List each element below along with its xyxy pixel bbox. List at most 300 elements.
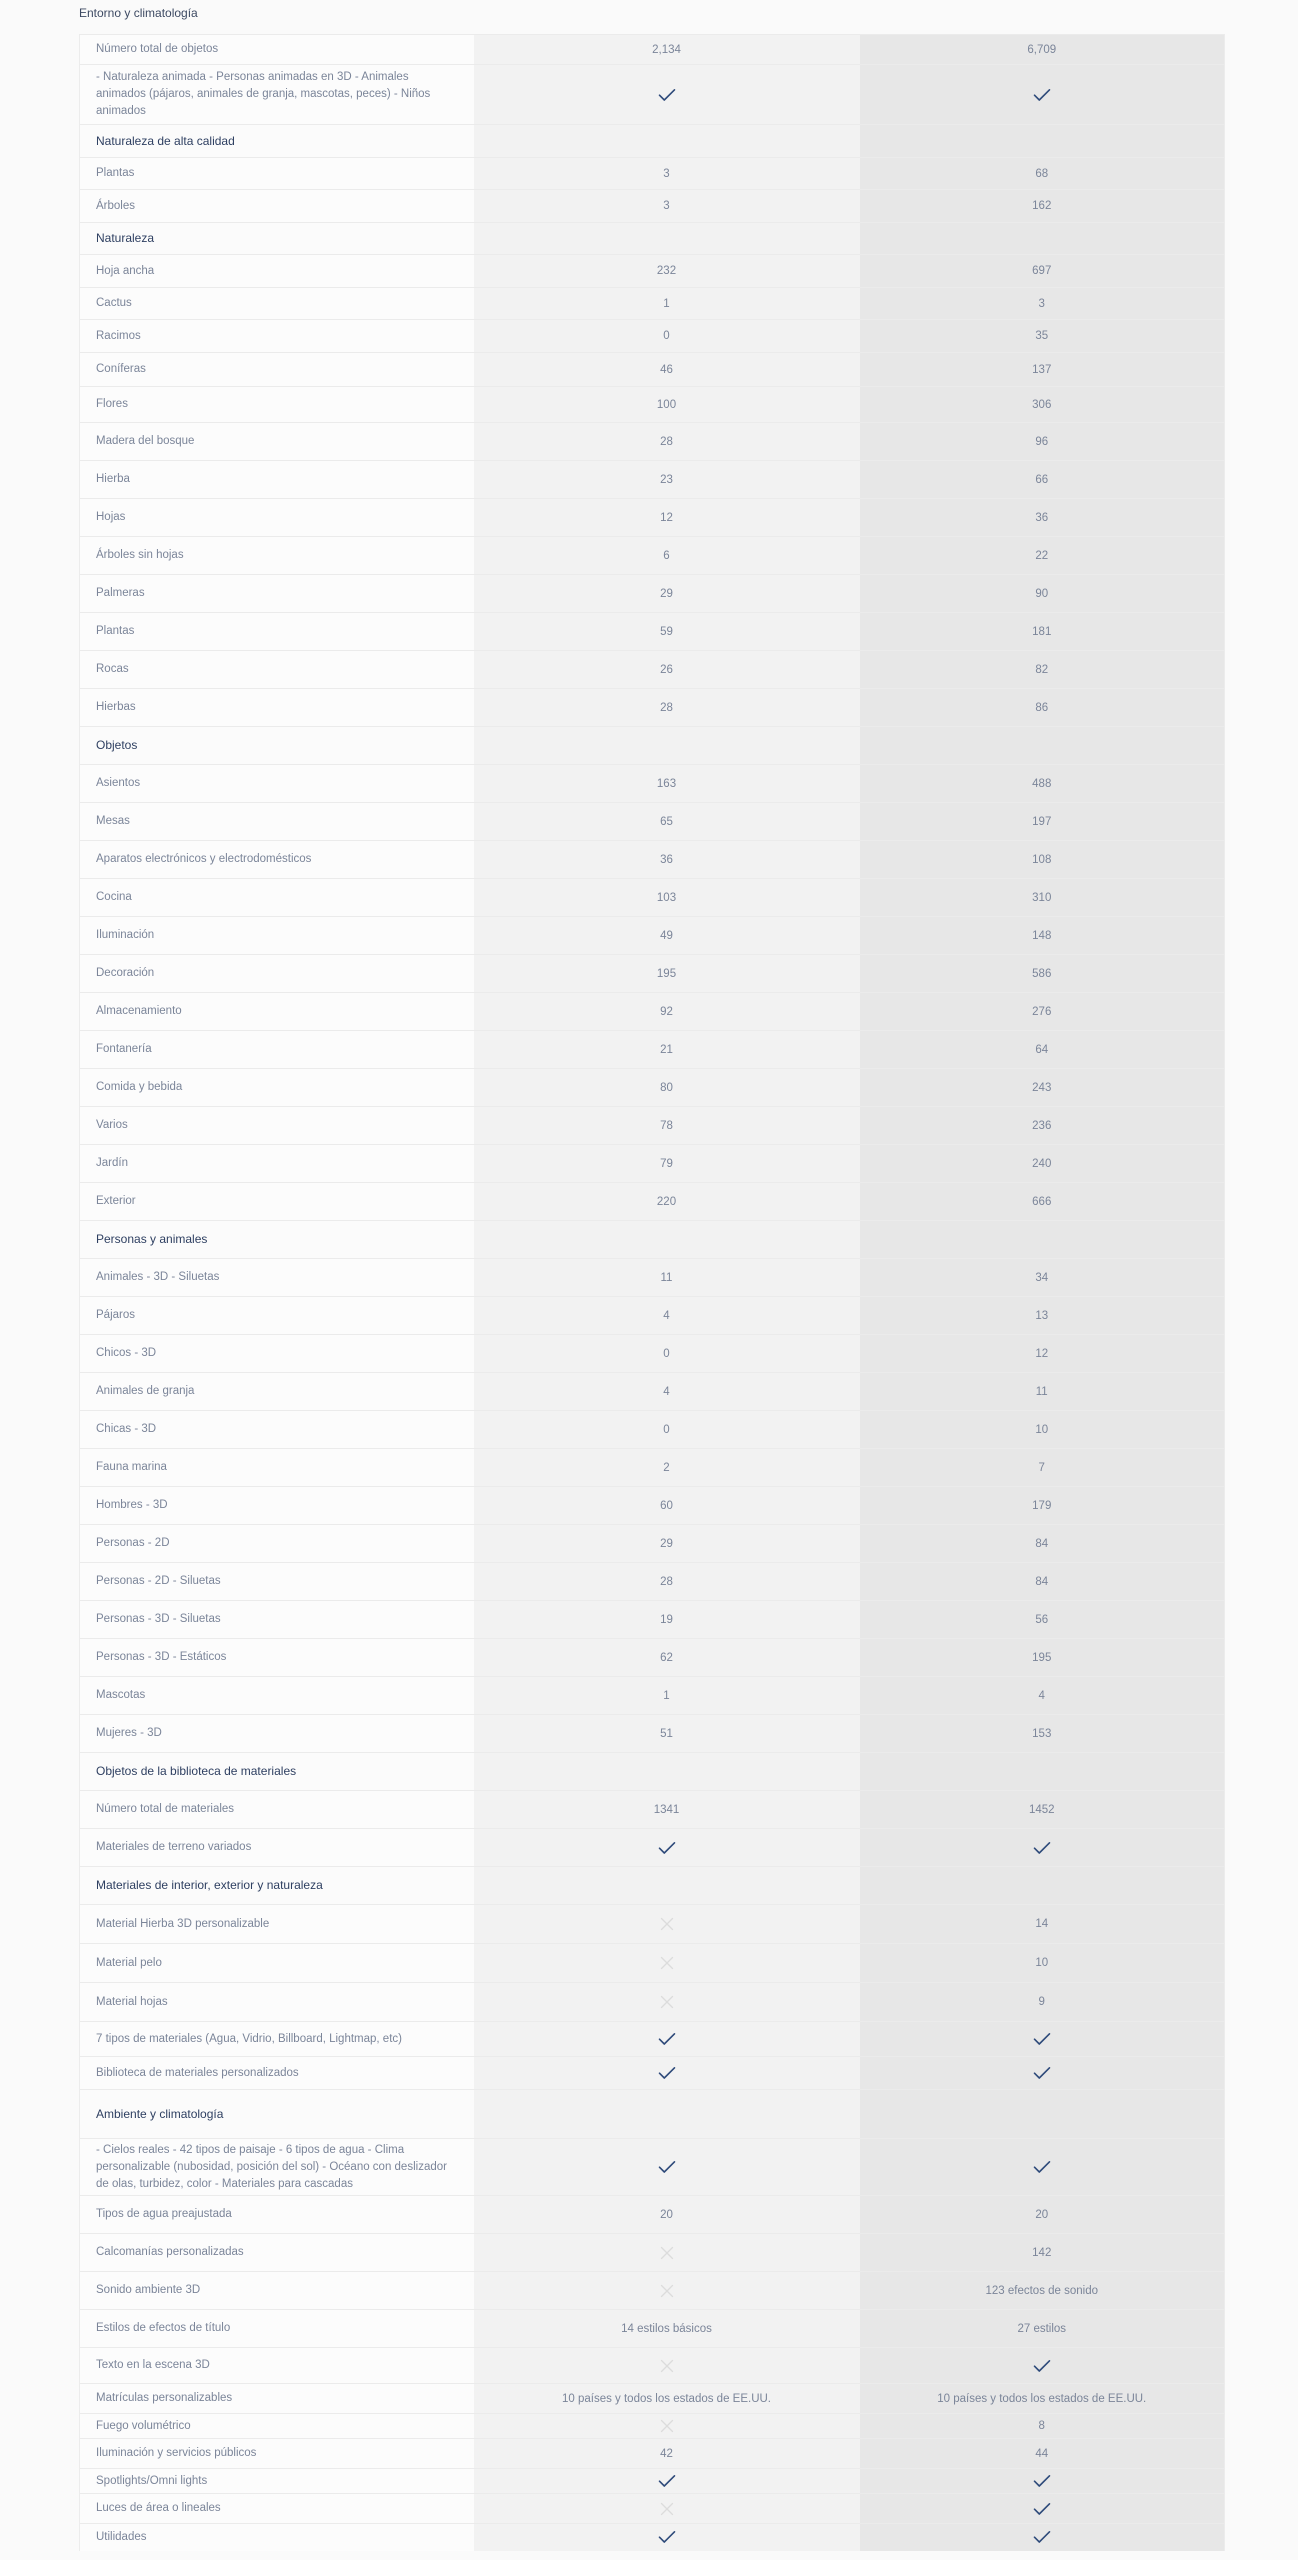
plan-b-cell [860, 499, 1225, 537]
row-label: Exterior [80, 1183, 474, 1221]
row-label: Personas - 2D [80, 1525, 474, 1563]
plan-a-cell [474, 1031, 860, 1069]
table-row [80, 1259, 1225, 1297]
row-label: Personas - 3D - Estáticos [80, 1639, 474, 1677]
row-label: Árboles [80, 190, 474, 223]
cell-value: 44 [1035, 2447, 1049, 2460]
row-label: Aparatos electrónicos y electrodomésticos [80, 841, 474, 879]
plan-b-cell [860, 651, 1225, 689]
plan-a-cell [474, 1563, 860, 1601]
plan-b-cell [860, 537, 1225, 575]
cell-value: 2,134 [652, 43, 681, 56]
table-row [80, 1563, 1225, 1601]
cell-value: 62 [660, 1651, 673, 1664]
plan-a-cell [474, 1297, 860, 1335]
plan-b-cell [860, 2439, 1225, 2469]
row-label: Chicas - 3D [80, 1411, 474, 1449]
table-row [80, 917, 1225, 955]
table-row [80, 190, 1225, 223]
plan-b-cell [860, 1259, 1225, 1297]
table-row [80, 499, 1225, 537]
section-header-row [80, 727, 1225, 765]
cell-value: 3 [663, 167, 670, 180]
cell-value: 19 [660, 1613, 673, 1626]
plan-b-cell [860, 1601, 1225, 1639]
row-label: Sonido ambiente 3D [80, 2272, 474, 2310]
cell-value: 10 [1035, 1423, 1049, 1436]
check-icon [658, 2160, 676, 2174]
row-label: Pájaros [80, 1297, 474, 1335]
check-icon [1033, 1841, 1051, 1855]
check-icon [658, 2474, 676, 2488]
row-label: Madera del bosque [80, 423, 474, 461]
check-icon [658, 1841, 676, 1855]
cell-value: 195 [1032, 1651, 1052, 1664]
plan-a-cell [474, 35, 860, 65]
plan-b-cell [860, 158, 1225, 190]
plan-b-cell [860, 2310, 1225, 2348]
table-row [80, 2384, 1225, 2414]
cross-icon [660, 1995, 674, 2009]
cell-value: 65 [660, 815, 673, 828]
cell-value: 66 [1035, 473, 1049, 486]
plan-b-cell [860, 1525, 1225, 1563]
row-label: Chicos - 3D [80, 1335, 474, 1373]
table-row [80, 575, 1225, 613]
cell-value: 137 [1032, 363, 1052, 376]
plan-b-cell [860, 1183, 1225, 1221]
plan-a-cell [474, 1221, 860, 1259]
cell-value: 28 [660, 1575, 673, 1588]
table-row [80, 1905, 1225, 1944]
plan-a-cell [474, 2272, 860, 2310]
section-heading: Objetos de la biblioteca de materiales [80, 1753, 474, 1791]
row-label: Tipos de agua preajustada [80, 2196, 474, 2234]
plan-a-cell [474, 461, 860, 499]
plan-a-cell [474, 1791, 860, 1829]
table-row [80, 2348, 1225, 2384]
cell-value: 29 [660, 587, 673, 600]
table-row [80, 1107, 1225, 1145]
cell-value: 179 [1032, 1499, 1052, 1512]
plan-a-cell [474, 727, 860, 765]
cell-value: 4 [663, 1385, 670, 1398]
section-heading: Ambiente y climatología [80, 2090, 474, 2139]
plan-a-cell [474, 255, 860, 288]
cell-value: 84 [1035, 1537, 1049, 1550]
cell-value: 35 [1035, 330, 1049, 342]
table-row [80, 613, 1225, 651]
row-label: 7 tipos de materiales (Agua, Vidrio, Billboard, Lightmap, etc) [80, 2022, 474, 2057]
table-row [80, 803, 1225, 841]
cell-value: 42 [660, 2447, 673, 2460]
row-label: Iluminación y servicios públicos [80, 2439, 474, 2469]
plan-b-cell [860, 613, 1225, 651]
section-header-row [80, 1753, 1225, 1791]
plan-a-cell [474, 1525, 860, 1563]
plan-b-cell [860, 2494, 1225, 2524]
plan-b-cell [860, 1563, 1225, 1601]
section-heading: Naturaleza de alta calidad [80, 125, 474, 158]
row-label: Texto en la escena 3D [80, 2348, 474, 2384]
plan-a-cell [474, 651, 860, 689]
table-row [80, 537, 1225, 575]
plan-b-cell [860, 190, 1225, 223]
table-row [80, 1715, 1225, 1753]
plan-a-cell [474, 917, 860, 955]
plan-a-cell [474, 2348, 860, 2384]
plan-b-cell [860, 575, 1225, 613]
table-row [80, 2439, 1225, 2469]
plan-b-cell [860, 223, 1225, 255]
row-label: Flores [80, 387, 474, 423]
cell-value: 28 [660, 435, 673, 448]
cell-value: 21 [660, 1043, 673, 1056]
cell-value: 28 [660, 701, 673, 714]
cell-value: 90 [1035, 587, 1049, 600]
cell-value: 6 [663, 549, 670, 562]
plan-b-cell [860, 1031, 1225, 1069]
row-label: Coníferas [80, 353, 474, 387]
plan-b-cell [860, 2524, 1225, 2551]
row-label: Hojas [80, 499, 474, 537]
plan-a-cell [474, 2057, 860, 2090]
table-row [80, 1449, 1225, 1487]
cell-value: 9 [1038, 1996, 1045, 2008]
row-label: Calcomanías personalizadas [80, 2234, 474, 2272]
plan-b-cell [860, 2057, 1225, 2090]
table-row [80, 2310, 1225, 2348]
row-label: Animales de granja [80, 1373, 474, 1411]
row-label: Asientos [80, 765, 474, 803]
plan-b-cell [860, 727, 1225, 765]
section-header-row [80, 223, 1225, 255]
table-row [80, 1031, 1225, 1069]
plan-a-cell [474, 1259, 860, 1297]
plan-b-cell [860, 955, 1225, 993]
row-label: Mujeres - 3D [80, 1715, 474, 1753]
cell-value: 1452 [1028, 1803, 1055, 1816]
cell-value: 26 [660, 663, 673, 676]
cell-value: 100 [656, 398, 677, 411]
plan-a-cell [474, 190, 860, 223]
cell-value: 10 [1035, 1957, 1049, 1969]
cell-value: 1 [663, 1689, 670, 1702]
plan-b-cell [860, 1715, 1225, 1753]
section-heading: Naturaleza [80, 223, 474, 255]
table-row [80, 35, 1225, 65]
section-header-row [80, 125, 1225, 158]
plan-a-cell [474, 2494, 860, 2524]
cell-value: 162 [1032, 200, 1052, 212]
plan-a-cell [474, 1411, 860, 1449]
row-label: - Naturaleza animada - Personas animadas en 3D - Animales animados (pájaros, animales de granja, mascotas, peces) - Niños animados [80, 65, 474, 125]
plan-a-cell [474, 1983, 860, 2022]
plan-b-cell [860, 288, 1225, 320]
table-row [80, 1829, 1225, 1867]
row-label: Fuego volumétrico [80, 2414, 474, 2439]
row-label: Personas - 2D - Siluetas [80, 1563, 474, 1601]
plan-a-cell [474, 499, 860, 537]
plan-b-cell [860, 255, 1225, 288]
plan-a-cell [474, 353, 860, 387]
plan-b-cell [860, 387, 1225, 423]
plan-a-cell [474, 1183, 860, 1221]
plan-b-cell [860, 35, 1225, 65]
plan-b-cell [860, 461, 1225, 499]
cell-value: 4 [1038, 1689, 1045, 1702]
table-row [80, 423, 1225, 461]
row-label: Palmeras [80, 575, 474, 613]
cell-value: 20 [660, 2208, 673, 2221]
cell-value: 34 [1035, 1271, 1049, 1284]
cell-value: 13 [1035, 1309, 1049, 1322]
plan-a-cell [474, 1905, 860, 1944]
cell-value: 0 [663, 1347, 670, 1360]
row-label: Biblioteca de materiales personalizados [80, 2057, 474, 2090]
plan-a-cell [474, 879, 860, 917]
row-label: Hoja ancha [80, 255, 474, 288]
row-label: Árboles sin hojas [80, 537, 474, 575]
plan-b-cell [860, 1905, 1225, 1944]
table-row [80, 1145, 1225, 1183]
table-row [80, 651, 1225, 689]
row-label: Personas - 3D - Siluetas [80, 1601, 474, 1639]
section-heading: Materiales de interior, exterior y naturaleza [80, 1867, 474, 1905]
cross-icon [660, 2246, 674, 2260]
table-row [80, 65, 1225, 125]
check-icon [658, 2530, 676, 2544]
table-row [80, 2022, 1225, 2057]
cell-value: 12 [1035, 1347, 1049, 1360]
table-row [80, 2272, 1225, 2310]
row-label: Material pelo [80, 1944, 474, 1983]
row-label: Iluminación [80, 917, 474, 955]
table-row [80, 461, 1225, 499]
row-label: Jardín [80, 1145, 474, 1183]
plan-a-cell [474, 2090, 860, 2139]
plan-a-cell [474, 1069, 860, 1107]
cell-value: 0 [663, 330, 670, 342]
plan-b-cell [860, 125, 1225, 158]
table-row [80, 1487, 1225, 1525]
plan-b-cell [860, 1449, 1225, 1487]
plan-a-cell [474, 2310, 860, 2348]
row-label: Hierbas [80, 689, 474, 727]
cell-value: 51 [660, 1727, 673, 1740]
plan-b-cell [860, 2139, 1225, 2196]
check-icon [1033, 2502, 1051, 2516]
plan-b-cell [860, 2469, 1225, 2494]
plan-b-cell [860, 689, 1225, 727]
table-row [80, 2469, 1225, 2494]
plan-a-cell [474, 1639, 860, 1677]
table-row [80, 2057, 1225, 2090]
plan-a-cell [474, 2234, 860, 2272]
plan-a-cell [474, 2414, 860, 2439]
row-label: Hierba [80, 461, 474, 499]
plan-a-cell [474, 1335, 860, 1373]
row-label: Mascotas [80, 1677, 474, 1715]
plan-b-cell [860, 353, 1225, 387]
table-row [80, 288, 1225, 320]
plan-b-cell [860, 2196, 1225, 2234]
cell-value: 14 estilos básicos [621, 2322, 712, 2335]
comparison-table-body [80, 35, 1225, 2551]
row-label: Material hojas [80, 1983, 474, 2022]
cell-value: 153 [1032, 1727, 1052, 1740]
plan-a-cell [474, 423, 860, 461]
cell-value: 1341 [653, 1803, 680, 1816]
plan-a-cell [474, 1867, 860, 1905]
table-row [80, 1183, 1225, 1221]
plan-a-cell [474, 537, 860, 575]
section-header-row [80, 1867, 1225, 1905]
plan-b-cell [860, 2384, 1225, 2414]
table-row [80, 689, 1225, 727]
cell-value: 276 [1032, 1005, 1052, 1018]
row-label: Material Hierba 3D personalizable [80, 1905, 474, 1944]
table-row [80, 1983, 1225, 2022]
plan-b-cell [860, 1069, 1225, 1107]
cell-value: 29 [660, 1537, 673, 1550]
cell-value: 36 [660, 853, 673, 866]
table-row [80, 2414, 1225, 2439]
table-row [80, 320, 1225, 353]
cell-value: 666 [1032, 1195, 1052, 1208]
cell-value: 12 [660, 511, 673, 524]
check-icon [658, 2066, 676, 2080]
table-row [80, 765, 1225, 803]
cell-value: 56 [1035, 1613, 1049, 1626]
cell-value: 232 [656, 265, 677, 277]
plan-a-cell [474, 2139, 860, 2196]
row-label: Matrículas personalizables [80, 2384, 474, 2414]
cell-value: 142 [1032, 2246, 1052, 2259]
cell-value: 4 [663, 1309, 670, 1322]
cell-value: 220 [656, 1195, 677, 1208]
table-row [80, 158, 1225, 190]
plan-b-cell [860, 1867, 1225, 1905]
row-label: Varios [80, 1107, 474, 1145]
plan-a-cell [474, 2469, 860, 2494]
section-header-row [80, 2090, 1225, 2139]
plan-a-cell [474, 1715, 860, 1753]
plan-b-cell [860, 2272, 1225, 2310]
plan-a-cell [474, 2196, 860, 2234]
cell-value: 240 [1032, 1157, 1052, 1170]
plan-b-cell [860, 423, 1225, 461]
table-row [80, 1373, 1225, 1411]
plan-a-cell [474, 2022, 860, 2057]
plan-a-cell [474, 613, 860, 651]
table-row [80, 993, 1225, 1031]
cell-value: 10 países y todos los estados de EE.UU. [937, 2392, 1147, 2405]
row-label: Rocas [80, 651, 474, 689]
plan-b-cell [860, 917, 1225, 955]
cell-value: 79 [660, 1157, 673, 1170]
row-label: Luces de área o lineales [80, 2494, 474, 2524]
cell-value: 84 [1035, 1575, 1049, 1588]
cell-value: 80 [660, 1081, 673, 1094]
row-label: Cactus [80, 288, 474, 320]
cell-value: 11 [660, 1271, 673, 1284]
plan-a-cell [474, 1677, 860, 1715]
row-label: Cocina [80, 879, 474, 917]
row-label: Materiales de terreno variados [80, 1829, 474, 1867]
plan-b-cell [860, 993, 1225, 1031]
cell-value: 103 [656, 891, 677, 904]
cell-value: 49 [660, 929, 673, 942]
comparison-table [79, 34, 1225, 2551]
cell-value: 82 [1035, 663, 1049, 676]
cell-value: 78 [660, 1119, 673, 1132]
plan-b-cell [860, 320, 1225, 353]
check-icon [1033, 2359, 1051, 2373]
plan-b-cell [860, 1487, 1225, 1525]
plan-b-cell [860, 765, 1225, 803]
table-row [80, 2524, 1225, 2551]
row-label: Animales - 3D - Siluetas [80, 1259, 474, 1297]
plan-b-cell [860, 2022, 1225, 2057]
cell-value: 697 [1032, 265, 1052, 277]
plan-b-cell [860, 803, 1225, 841]
plan-a-cell [474, 993, 860, 1031]
section-heading: Objetos [80, 727, 474, 765]
cell-value: 11 [1035, 1385, 1048, 1398]
table-row [80, 1297, 1225, 1335]
table-row [80, 841, 1225, 879]
plan-a-cell [474, 288, 860, 320]
cell-value: 163 [656, 777, 677, 790]
cell-value: 8 [1038, 2420, 1045, 2432]
cell-value: 3 [1038, 297, 1045, 310]
plan-a-cell [474, 320, 860, 353]
cell-value: 488 [1032, 777, 1052, 790]
plan-a-cell [474, 158, 860, 190]
plan-b-cell [860, 1221, 1225, 1259]
check-icon [1033, 88, 1051, 102]
cell-value: 27 estilos [1017, 2322, 1067, 2335]
cell-value: 59 [660, 625, 673, 638]
row-label: Almacenamiento [80, 993, 474, 1031]
cell-value: 60 [660, 1499, 673, 1512]
cross-icon [660, 2359, 674, 2373]
check-icon [1033, 2530, 1051, 2544]
row-label: Estilos de efectos de título [80, 2310, 474, 2348]
cross-icon [660, 2419, 674, 2433]
table-row [80, 1525, 1225, 1563]
table-row [80, 879, 1225, 917]
cell-value: 243 [1032, 1081, 1052, 1094]
row-label: Fauna marina [80, 1449, 474, 1487]
plan-b-cell [860, 1297, 1225, 1335]
cell-value: 148 [1032, 929, 1052, 942]
table-row [80, 1411, 1225, 1449]
cross-icon [660, 2502, 674, 2516]
check-icon [1033, 2066, 1051, 2080]
row-label: Plantas [80, 158, 474, 190]
plan-b-cell [860, 1639, 1225, 1677]
check-icon [658, 88, 676, 102]
plan-b-cell [860, 1411, 1225, 1449]
plan-b-cell [860, 65, 1225, 125]
cell-value: 306 [1032, 398, 1052, 411]
table-row [80, 1944, 1225, 1983]
plan-b-cell [860, 1335, 1225, 1373]
check-icon [1033, 2160, 1051, 2174]
plan-a-cell [474, 1145, 860, 1183]
